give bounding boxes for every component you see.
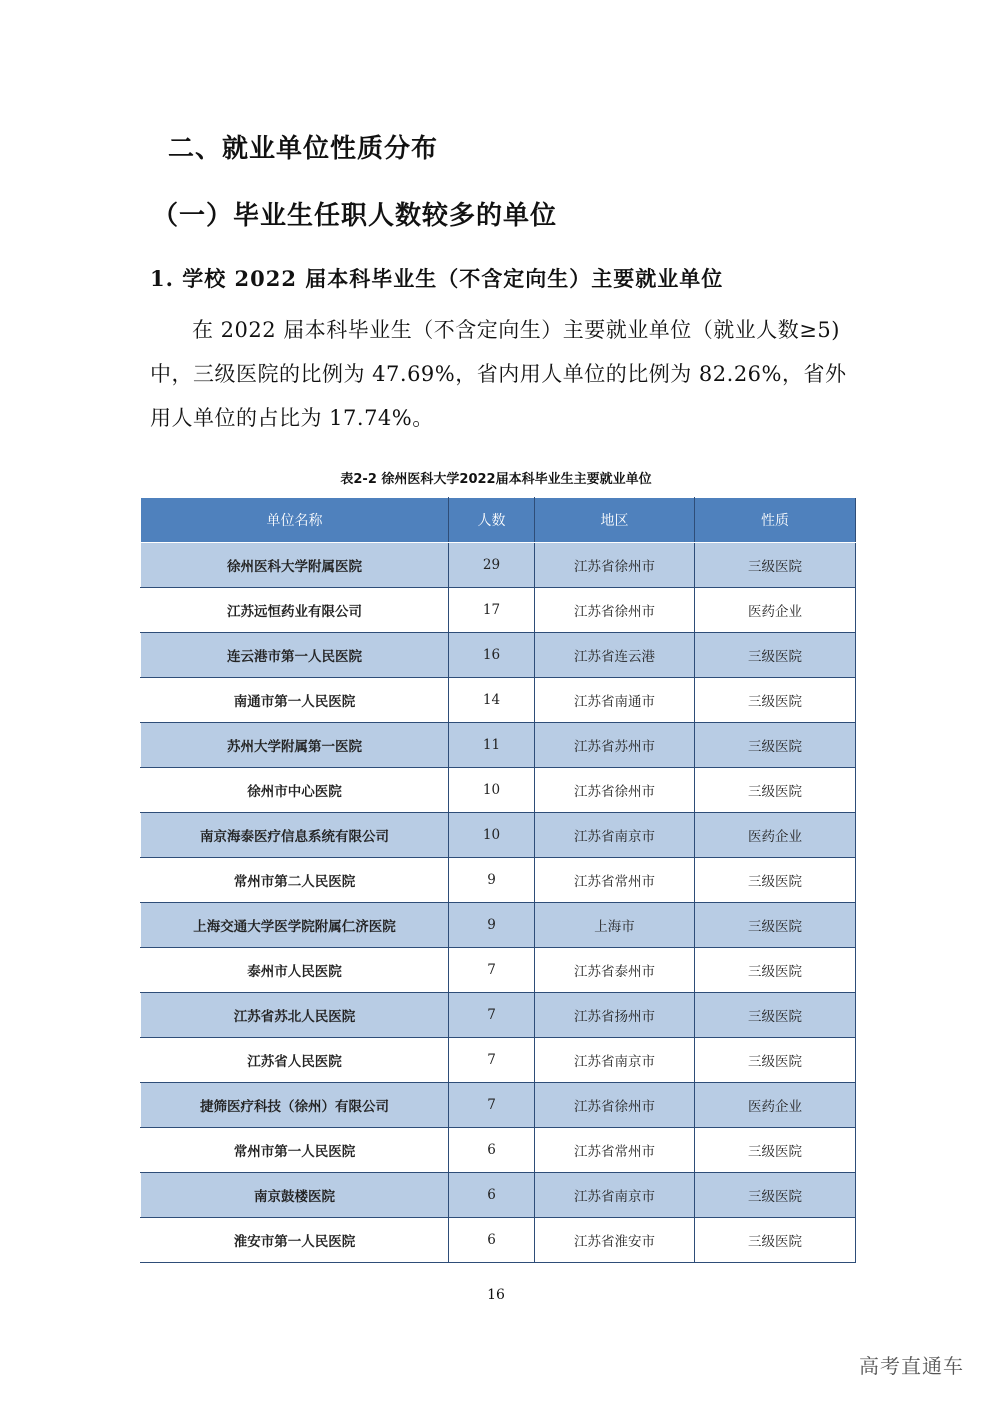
table-row — [141, 1083, 856, 1128]
cell-region: 江苏省徐州市 — [535, 1083, 695, 1128]
cell-count: 7 — [449, 993, 535, 1038]
table-row — [141, 633, 856, 678]
section-heading: 二、就业单位性质分布 — [168, 134, 439, 164]
cell-count: 29 — [449, 543, 535, 588]
cell-region: 上海市 — [535, 903, 695, 948]
table-row — [141, 678, 856, 723]
cell-unit-name: 江苏远恒药业有限公司 — [141, 588, 449, 633]
cell-count: 6 — [449, 1173, 535, 1218]
table-row — [141, 813, 856, 858]
table-row — [141, 858, 856, 903]
cell-region: 江苏省常州市 — [535, 1128, 695, 1173]
cell-unit-name: 江苏省人民医院 — [141, 1038, 449, 1083]
cell-region: 江苏省淮安市 — [535, 1218, 695, 1263]
cell-type: 三级医院 — [695, 1128, 856, 1173]
cell-unit-name: 南京海泰医疗信息系统有限公司 — [141, 813, 449, 858]
cell-unit-name: 江苏省苏北人民医院 — [141, 993, 449, 1038]
table-row — [141, 543, 856, 588]
cell-type: 医药企业 — [695, 1083, 856, 1128]
cell-unit-name: 泰州市人民医院 — [141, 948, 449, 993]
cell-count: 7 — [449, 948, 535, 993]
table-row — [141, 948, 856, 993]
cell-region: 江苏省徐州市 — [535, 588, 695, 633]
cell-type: 三级医院 — [695, 993, 856, 1038]
cell-type: 三级医院 — [695, 678, 856, 723]
cell-count: 10 — [449, 768, 535, 813]
cell-unit-name: 常州市第一人民医院 — [141, 1128, 449, 1173]
cell-unit-name: 淮安市第一人民医院 — [141, 1218, 449, 1263]
cell-unit-name: 南通市第一人民医院 — [141, 678, 449, 723]
watermark-text: 高考直通车 — [859, 1354, 964, 1378]
cell-type: 三级医院 — [695, 543, 856, 588]
cell-count: 6 — [449, 1218, 535, 1263]
header-type: 性质 — [695, 498, 856, 543]
table-row — [141, 993, 856, 1038]
cell-type: 医药企业 — [695, 813, 856, 858]
header-unit-name: 单位名称 — [141, 498, 449, 543]
cell-count: 17 — [449, 588, 535, 633]
cell-region: 江苏省南京市 — [535, 1038, 695, 1083]
cell-unit-name: 捷筛医疗科技（徐州）有限公司 — [141, 1083, 449, 1128]
cell-region: 江苏省扬州市 — [535, 993, 695, 1038]
cell-unit-name: 南京鼓楼医院 — [141, 1173, 449, 1218]
table-row — [141, 903, 856, 948]
cell-region: 江苏省常州市 — [535, 858, 695, 903]
cell-type: 三级医院 — [695, 1038, 856, 1083]
cell-count: 16 — [449, 633, 535, 678]
cell-type: 三级医院 — [695, 858, 856, 903]
page-number: 16 — [487, 1287, 505, 1303]
cell-type: 三级医院 — [695, 1173, 856, 1218]
subsection-heading: （一）毕业生任职人数较多的单位 — [152, 201, 558, 231]
table-row — [141, 768, 856, 813]
cell-count: 7 — [449, 1038, 535, 1083]
table-row — [141, 1173, 856, 1218]
cell-region: 江苏省徐州市 — [535, 543, 695, 588]
cell-type: 三级医院 — [695, 948, 856, 993]
item-heading: 1. 学校 2022 届本科毕业生（不含定向生）主要就业单位 — [150, 266, 724, 291]
header-count: 人数 — [449, 498, 535, 543]
cell-type: 医药企业 — [695, 588, 856, 633]
cell-count: 7 — [449, 1083, 535, 1128]
body-paragraph: 在 2022 届本科毕业生（不含定向生）主要就业单位（就业人数≥5)中，三级医院的比例为 47.69%，省内用人单位的比例为 82.26%，省外用人单位的占比为 17.74%。 — [150, 318, 847, 430]
cell-unit-name: 连云港市第一人民医院 — [141, 633, 449, 678]
cell-count: 14 — [449, 678, 535, 723]
cell-unit-name: 徐州医科大学附属医院 — [141, 543, 449, 588]
cell-region: 江苏省苏州市 — [535, 723, 695, 768]
cell-count: 10 — [449, 813, 535, 858]
table-header-row — [141, 498, 856, 543]
cell-region: 江苏省南京市 — [535, 813, 695, 858]
cell-unit-name: 苏州大学附属第一医院 — [141, 723, 449, 768]
cell-unit-name: 上海交通大学医学院附属仁济医院 — [141, 903, 449, 948]
cell-count: 11 — [449, 723, 535, 768]
cell-type: 三级医院 — [695, 633, 856, 678]
cell-unit-name: 徐州市中心医院 — [141, 768, 449, 813]
header-region: 地区 — [535, 498, 695, 543]
cell-region: 江苏省南京市 — [535, 1173, 695, 1218]
cell-region: 江苏省泰州市 — [535, 948, 695, 993]
cell-type: 三级医院 — [695, 768, 856, 813]
cell-count: 9 — [449, 903, 535, 948]
cell-count: 9 — [449, 858, 535, 903]
cell-region: 江苏省徐州市 — [535, 768, 695, 813]
table-row — [141, 1128, 856, 1173]
table-row — [141, 1038, 856, 1083]
table-row — [141, 588, 856, 633]
cell-count: 6 — [449, 1128, 535, 1173]
cell-type: 三级医院 — [695, 723, 856, 768]
table-caption: 表2-2 徐州医科大学2022届本科毕业生主要就业单位 — [340, 472, 652, 487]
cell-type: 三级医院 — [695, 1218, 856, 1263]
cell-region: 江苏省南通市 — [535, 678, 695, 723]
cell-type: 三级医院 — [695, 903, 856, 948]
cell-region: 江苏省连云港 — [535, 633, 695, 678]
employers-table — [140, 497, 856, 1263]
cell-unit-name: 常州市第二人民医院 — [141, 858, 449, 903]
table-row — [141, 723, 856, 768]
table-row — [141, 1218, 856, 1263]
